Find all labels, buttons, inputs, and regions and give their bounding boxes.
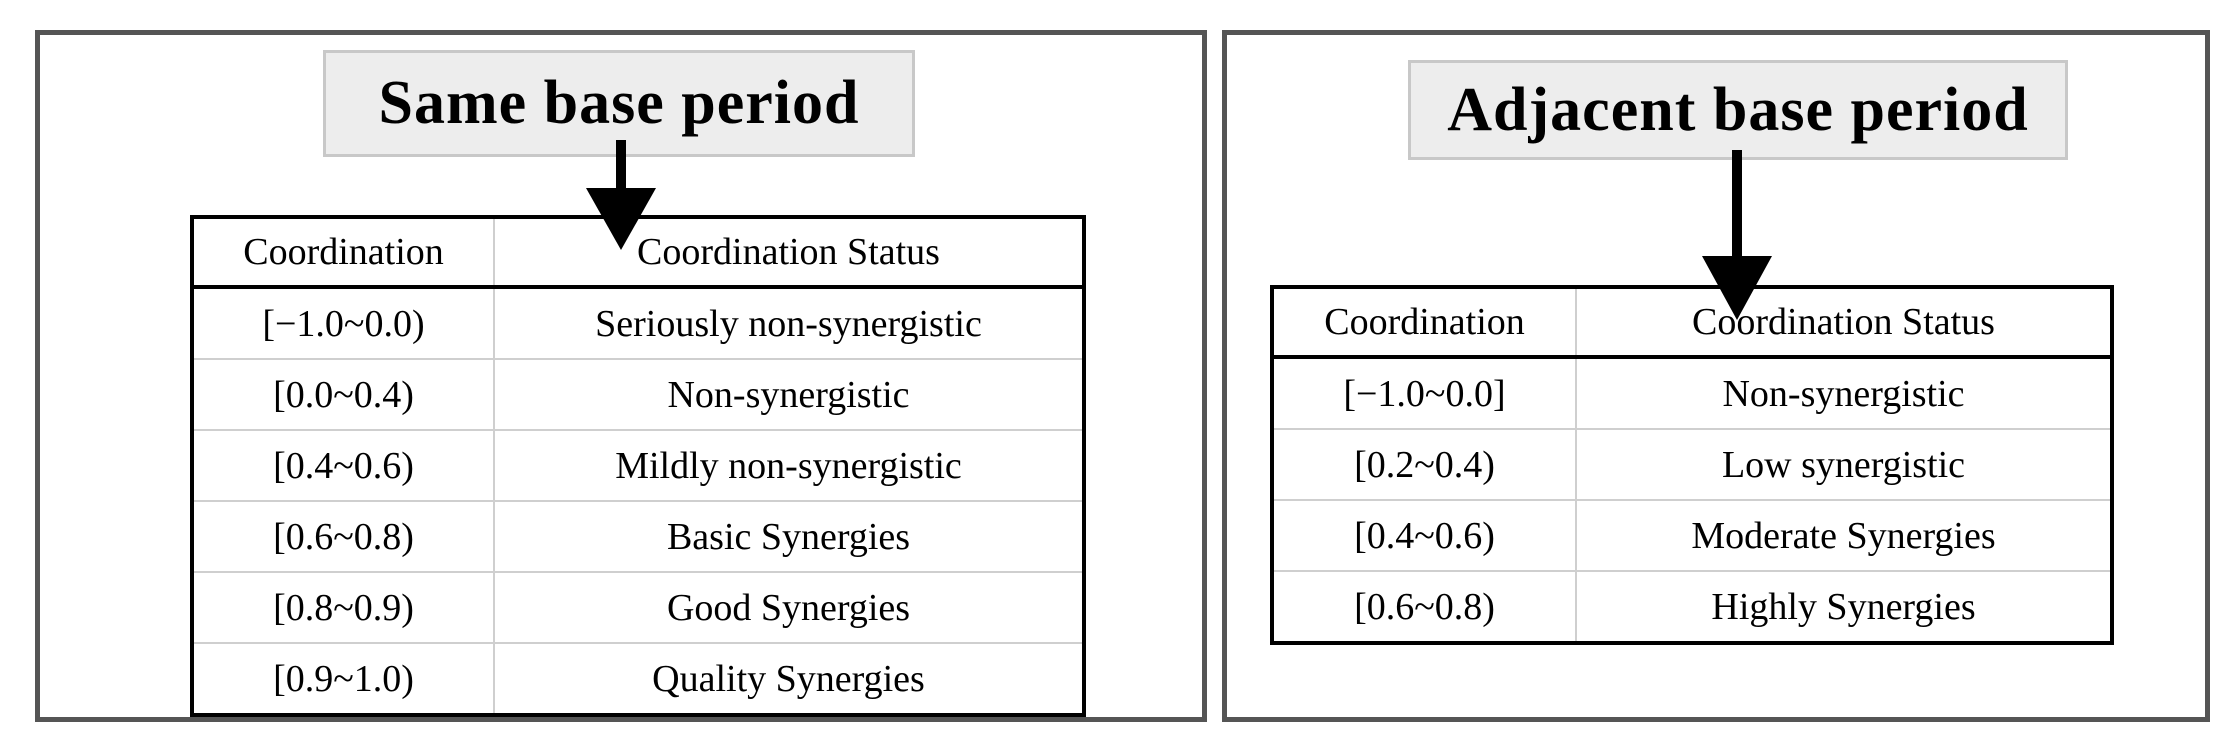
table-header-row xyxy=(192,217,1084,287)
panel-adjacent-base-period xyxy=(1222,30,2210,722)
coordination-status: Mildly non-synergistic xyxy=(494,430,1084,501)
coordination-status: Basic Synergies xyxy=(494,501,1084,572)
table-row xyxy=(192,430,1084,501)
panel-same-base-period xyxy=(35,30,1207,722)
coordination-table xyxy=(190,215,1086,717)
coordination-range: [0.4~0.6) xyxy=(192,430,494,501)
panel-title: Adjacent base period xyxy=(1408,60,2068,160)
panel-title: Same base period xyxy=(323,50,915,157)
table-row xyxy=(1272,500,2112,571)
table-row xyxy=(192,643,1084,715)
coordination-status: Non-synergistic xyxy=(1576,357,2112,429)
table-row xyxy=(1272,357,2112,429)
coordination-range: [0.8~0.9) xyxy=(192,572,494,643)
table-row xyxy=(192,287,1084,359)
column-header-coordination-status: Coordination Status xyxy=(1576,287,2112,357)
coordination-status: Moderate Synergies xyxy=(1576,500,2112,571)
table-row xyxy=(192,359,1084,430)
coordination-range: [0.0~0.4) xyxy=(192,359,494,430)
coordination-status: Quality Synergies xyxy=(494,643,1084,715)
coordination-status: Highly Synergies xyxy=(1576,571,2112,643)
table-row xyxy=(192,572,1084,643)
coordination-status: Seriously non-synergistic xyxy=(494,287,1084,359)
coordination-range: [0.2~0.4) xyxy=(1272,429,1576,500)
column-header-coordination-status: Coordination Status xyxy=(494,217,1084,287)
table-row xyxy=(192,501,1084,572)
coordination-status: Low synergistic xyxy=(1576,429,2112,500)
coordination-range: [−1.0~0.0] xyxy=(1272,357,1576,429)
column-header-coordination: Coordination xyxy=(1272,287,1576,357)
column-header-coordination: Coordination xyxy=(192,217,494,287)
coordination-status: Good Synergies xyxy=(494,572,1084,643)
coordination-range: [0.9~1.0) xyxy=(192,643,494,715)
coordination-range: [−1.0~0.0) xyxy=(192,287,494,359)
table-row xyxy=(1272,429,2112,500)
coordination-range: [0.6~0.8) xyxy=(192,501,494,572)
coordination-status: Non-synergistic xyxy=(494,359,1084,430)
table-row xyxy=(1272,571,2112,643)
coordination-table xyxy=(1270,285,2114,645)
table-header-row xyxy=(1272,287,2112,357)
coordination-range: [0.4~0.6) xyxy=(1272,500,1576,571)
coordination-range: [0.6~0.8) xyxy=(1272,571,1576,643)
